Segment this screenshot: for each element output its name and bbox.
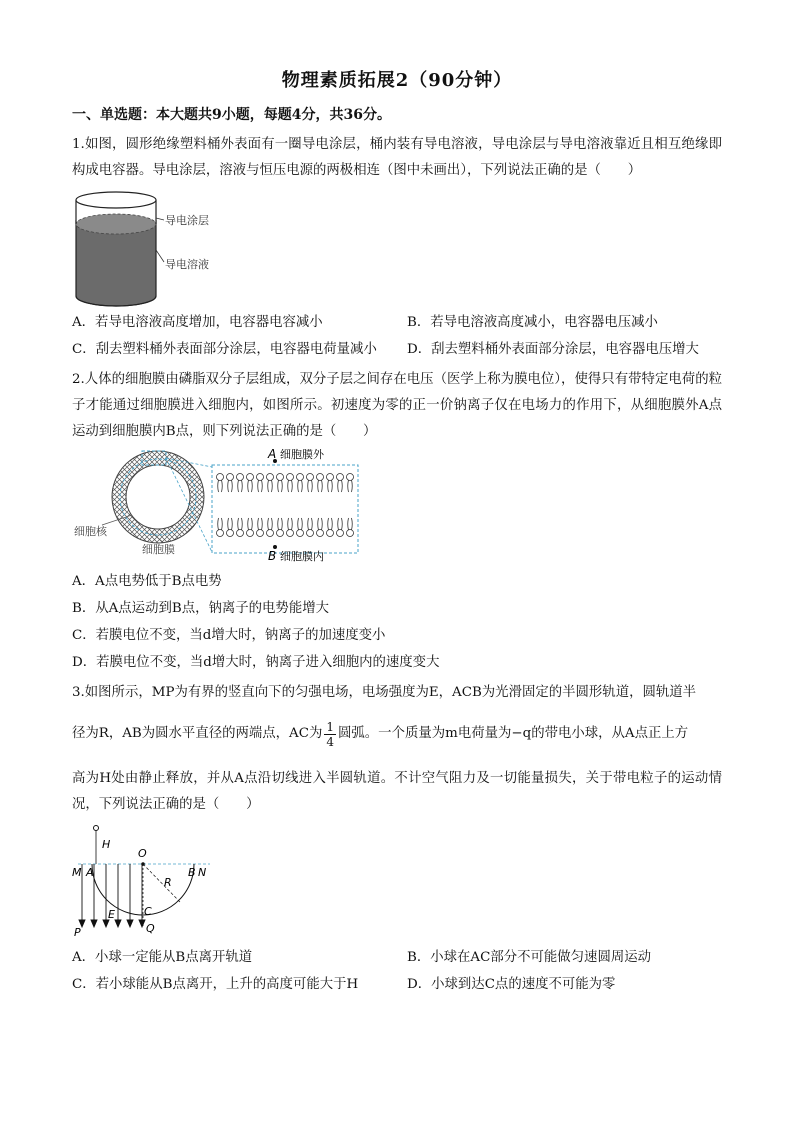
label-solution: 导电溶液 [165, 258, 209, 271]
question-3-stem-line2: 径为R，AB为圆水平直径的两端点，AC为 $\frac{1}{4}$ 圆弧。一个质量为m电荷量为−q的带电小球，从A点正上方 [72, 719, 689, 749]
q2-option-d: D．若膜电位不变，当d增大时，钠离子进入细胞内的速度变大 [72, 655, 440, 670]
lipid-tail [338, 518, 343, 530]
q3-option-a: A．小球一定能从B点离开轨道 [72, 950, 253, 965]
q2-option-c: C．若膜电位不变，当d增大时，钠离子的加速度变小 [72, 628, 386, 643]
lipid-head [257, 530, 264, 537]
lipid-tail [308, 480, 313, 492]
lipid-head [217, 474, 224, 481]
label-inside: 细胞膜内 [280, 550, 324, 562]
label-point-a: A [268, 447, 277, 461]
semicircle-track-figure [70, 824, 220, 940]
label-nucleus: 细胞核 [74, 525, 107, 538]
label-r: R [164, 876, 172, 889]
lipid-tail [288, 480, 293, 492]
lipid-head [247, 474, 254, 481]
lipid-tail [258, 480, 263, 492]
lipid-head [297, 530, 304, 537]
label-h: H [102, 838, 111, 851]
lipid-tail [218, 480, 223, 492]
lipid-tail [328, 480, 333, 492]
lipid-head [267, 474, 274, 481]
lipid-head [337, 530, 344, 537]
lipid-tail [308, 518, 313, 530]
cell-membrane-figure [72, 447, 362, 562]
label-n: N [198, 866, 207, 879]
label-o: O [138, 847, 147, 860]
q3-option-b: B．小球在AC部分不可能做匀速圆周运动 [407, 950, 652, 965]
lipid-head [227, 474, 234, 481]
lipid-head [237, 474, 244, 481]
lipid-head [317, 474, 324, 481]
lipid-head [227, 530, 234, 537]
lipid-tail [278, 480, 283, 492]
lipid-head [327, 530, 334, 537]
label-p: P [74, 926, 81, 939]
lipid-head [347, 530, 354, 537]
lipid-head [247, 530, 254, 537]
label-m: M [72, 866, 82, 879]
lipid-tail [318, 518, 323, 530]
lipid-tail [258, 518, 263, 530]
lipid-tail [288, 518, 293, 530]
label-c: C [144, 905, 152, 918]
phospholipid-bilayer [217, 474, 354, 537]
lipid-head [267, 530, 274, 537]
lipid-tail [348, 480, 353, 492]
lipid-tail [298, 518, 303, 530]
lipid-tail [248, 518, 253, 530]
section-heading: 一、单选题：本大题共9小题，每题4分，共36分。 [72, 107, 391, 123]
lipid-tail [248, 480, 253, 492]
lipid-head [307, 474, 314, 481]
lipid-tail [228, 518, 233, 530]
lipid-tail [318, 480, 323, 492]
q1-option-b: B．若导电溶液高度减小，电容器电压减小 [407, 315, 658, 330]
lipid-head [217, 530, 224, 537]
q1-option-d: D．刮去塑料桶外表面部分涂层，电容器电压增大 [407, 342, 699, 357]
fraction-quarter: $\frac{1}{4}$ [326, 719, 335, 749]
q1-option-a: A．若导电溶液高度增加，电容器电容减小 [72, 315, 323, 330]
q3-option-c: C．若小球能从B点离开，上升的高度可能大于H [72, 977, 359, 992]
question-1-stem: 1.如图，圆形绝缘塑料桶外表面有一圈导电涂层，桶内装有导电溶液，导电涂层与导电溶液靠近且相互绝缘即构成电容器。导电涂层，溶液与恒压电源的两极相连（图中未画出），下列说法正确的是（ ） [72, 137, 722, 178]
question-3-stem-line1: 3.如图所示，MP为有界的竖直向下的匀强电场，电场强度为E，ACB为光滑固定的半圆形轨道，圆轨道半 [72, 685, 697, 700]
question-3-stem-line3: 高为H处由静止释放，并从A点沿切线进入半圆轨道。不计空气阻力及一切能量损失，关于带电粒子的运动情况，下列说法正确的是（ ） [72, 771, 722, 812]
q1-option-c: C．刮去塑料桶外表面部分涂层，电容器电荷量减小 [72, 342, 377, 357]
label-b: B [188, 866, 196, 879]
label-q: Q [146, 922, 155, 935]
lipid-tail [238, 480, 243, 492]
lipid-head [327, 474, 334, 481]
page-title: 物理素质拓展2（90分钟） [281, 70, 513, 91]
lipid-tail [238, 518, 243, 530]
lipid-tail [278, 518, 283, 530]
lipid-head [317, 530, 324, 537]
label-coating: 导电涂层 [165, 214, 209, 227]
lipid-tail [338, 480, 343, 492]
lipid-head [277, 474, 284, 481]
lipid-tail [268, 480, 273, 492]
question-2-stem: 2.人体的细胞膜由磷脂双分子层组成，双分子层之间存在电压（医学上称为膜电位），使得只有带特定电荷的粒子才能通过细胞膜进入细胞内，如图所示。初速度为零的正一价钠离子仅在电场力的作用下，从细胞膜外A点运动到细胞膜内B点，则下列说法正确的是（ ） [72, 372, 722, 439]
lipid-head [287, 474, 294, 481]
q2-option-b: B．从A点运动到B点，钠离子的电势能增大 [72, 601, 329, 616]
lipid-head [237, 530, 244, 537]
lipid-tail [268, 518, 273, 530]
label-e: E [108, 908, 115, 921]
lipid-tail [298, 480, 303, 492]
label-outside: 细胞膜外 [280, 448, 324, 461]
lipid-tail [348, 518, 353, 530]
lipid-head [257, 474, 264, 481]
lipid-head [307, 530, 314, 537]
lipid-head [347, 474, 354, 481]
lipid-head [277, 530, 284, 537]
lipid-head [337, 474, 344, 481]
q2-option-a: A．A点电势低于B点电势 [72, 574, 222, 589]
q3-option-d: D．小球到达C点的速度不可能为零 [407, 977, 616, 992]
label-point-b: B [268, 549, 277, 562]
lipid-tail [228, 480, 233, 492]
lipid-head [297, 474, 304, 481]
label-a: A [86, 866, 94, 879]
label-membrane: 细胞膜 [142, 543, 175, 556]
bucket-capacitor-figure [72, 190, 232, 310]
lipid-tail [218, 518, 223, 530]
lipid-tail [328, 518, 333, 530]
lipid-head [287, 530, 294, 537]
